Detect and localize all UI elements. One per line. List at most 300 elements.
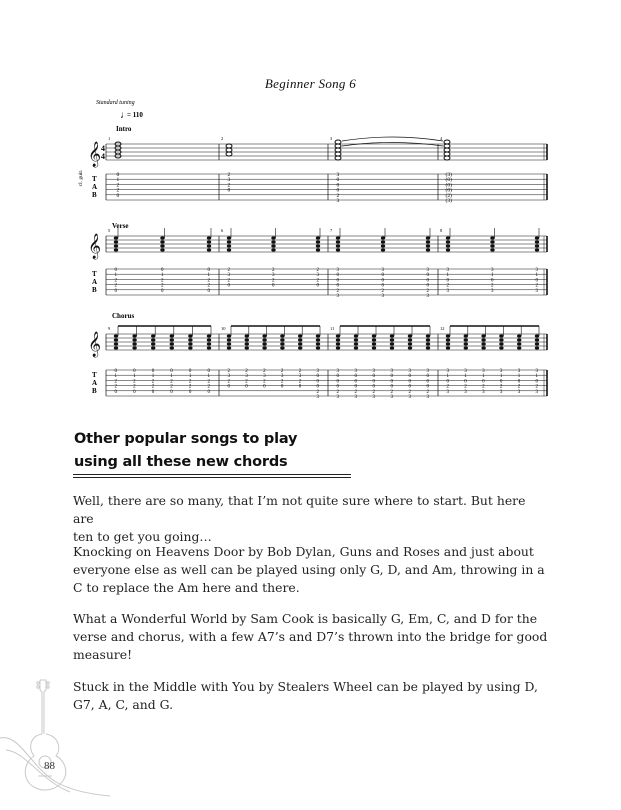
chord-note (372, 346, 376, 349)
chord-note (464, 338, 468, 341)
tab-fret-number: 1 (517, 374, 521, 380)
chord-note (280, 334, 284, 337)
tab-clef-letter: A (92, 183, 98, 191)
tab-fret-number: 1 (464, 374, 467, 380)
tab-fret-number: 3 (227, 177, 231, 184)
tab-fret-number: 0 (116, 172, 120, 178)
chord-note (245, 338, 249, 341)
tab-fret-number: 3 (426, 294, 429, 299)
chord-note (271, 236, 275, 239)
section-heading-line-1: Other popular songs to play (74, 431, 298, 447)
chord-note (444, 156, 450, 160)
tab-fret-number: 2 (316, 268, 319, 273)
tempo-note-icon: ♩ (120, 110, 130, 121)
tab-fret-number: 2 (336, 192, 340, 199)
chord-note (170, 346, 174, 349)
chord-note (207, 236, 211, 239)
chord-note (207, 240, 211, 243)
measure-number: 1 (108, 136, 111, 141)
tab-fret-number: 2 (227, 369, 230, 374)
tab-fret-number: 0 (354, 374, 357, 380)
tab-fret-number: 1 (133, 374, 136, 380)
tab-fret-number: 2 (446, 384, 449, 390)
measure-number: 3 (330, 136, 333, 141)
tab-fret-number: (3) (445, 198, 452, 204)
tab-fret-number: 2 (426, 389, 429, 395)
chord-note (535, 240, 539, 243)
tab-fret-number: 3 (316, 369, 319, 374)
tab-fret-number: 0 (207, 389, 210, 395)
tab-fret-number: 1 (151, 374, 155, 380)
tab-fret-number: 2 (381, 288, 384, 294)
tab-fret-number: 3 (381, 294, 384, 299)
tab-fret-number: 3 (336, 369, 339, 374)
tab-fret-number: 3 (482, 369, 485, 374)
tab-fret-number: 0 (336, 278, 339, 284)
heading-rule-bottom (73, 477, 351, 478)
chord-note (114, 346, 118, 349)
notation-system (106, 137, 547, 200)
tab-fret-number: 0 (446, 278, 449, 284)
tab-fret-number: 3 (390, 369, 393, 374)
chord-note (262, 334, 266, 337)
page-number: 88 (44, 760, 55, 772)
tab-fret-number: 1 (161, 273, 164, 279)
paragraph-line: Stuck in the Middle with You by Stealers Wheel can be played by using D, (73, 679, 538, 694)
tab-fret-number: 0 (372, 379, 375, 385)
tab-fret-number: 1 (114, 273, 117, 279)
tab-fret-number: 3 (491, 288, 494, 294)
time-signature: 4 (101, 144, 105, 153)
chord-note (160, 248, 164, 251)
tab-fret-number: 0 (151, 369, 155, 374)
tab-clef-letter: T (92, 175, 97, 183)
chord-note (426, 338, 430, 341)
tab-fret-number: 2 (272, 278, 275, 284)
chord-note (336, 346, 340, 349)
guitar-outline-icon (0, 676, 120, 810)
chord-note (481, 346, 485, 349)
paragraph-line: Knocking on Heavens Door by Bob Dylan, Guns and Roses and just about (73, 544, 534, 559)
chord-note (132, 338, 136, 341)
tab-fret-number: 2 (188, 379, 192, 385)
tab-fret-number: 1 (207, 273, 210, 279)
chord-note (298, 338, 302, 341)
tab-fret-number: 0 (114, 288, 117, 294)
tab-fret-number: 0 (336, 187, 340, 194)
chord-note (316, 236, 320, 239)
chord-note (227, 236, 231, 239)
chord-note (227, 338, 231, 341)
tab-fret-number: 0 (535, 278, 538, 284)
chord-note (262, 346, 266, 349)
chord-note (160, 244, 164, 247)
chord-note (390, 346, 394, 349)
tab-fret-number: 0 (354, 384, 357, 390)
tab-fret-number: 0 (381, 278, 384, 284)
tab-clef-letter: A (92, 379, 98, 387)
paragraph-line: G7, A, C, and G. (73, 697, 174, 713)
tab-fret-number: 0 (114, 268, 117, 273)
tab-fret-number: 3 (517, 389, 521, 395)
chord-note (316, 342, 320, 345)
tab-fret-number: 1 (446, 374, 449, 380)
chord-note (245, 346, 249, 349)
chord-note (151, 338, 155, 341)
tab-fret-number: 0 (272, 283, 275, 289)
tab-fret-number: 3 (482, 389, 485, 395)
tab-fret-number: 2 (161, 283, 164, 289)
tab-fret-number: 3 (272, 273, 275, 279)
chord-note (132, 342, 136, 345)
chord-note (481, 338, 485, 341)
chord-note (464, 346, 468, 349)
chord-note (426, 236, 430, 239)
tab-clef-letter: T (92, 270, 97, 278)
chord-note (188, 338, 192, 341)
chord-note (336, 334, 340, 337)
chord-note (335, 156, 341, 160)
chord-note (446, 240, 450, 243)
tab-fret-number: 0 (207, 369, 210, 374)
chord-note (408, 342, 412, 345)
chord-note (354, 346, 358, 349)
paragraph-line: measure! (73, 647, 133, 663)
chord-note (227, 342, 231, 345)
tab-fret-number: 0 (464, 379, 467, 385)
chord-note (426, 334, 430, 337)
tab-fret-number: 3 (336, 172, 340, 178)
tab-fret-number: 0 (381, 273, 384, 279)
chord-note (226, 148, 232, 152)
chord-note (335, 152, 341, 156)
notation-system (106, 228, 547, 295)
tab-fret-number: 2 (114, 283, 117, 289)
tab-fret-number: 0 (161, 268, 164, 273)
tab-fret-number: 2 (446, 283, 449, 289)
tab-fret-number: 0 (408, 374, 411, 380)
chord-note (517, 334, 521, 337)
tab-fret-number: 0 (227, 384, 230, 390)
paragraph-heavens-door (73, 543, 549, 598)
chord-note (499, 338, 503, 341)
chord-note (408, 346, 412, 349)
tab-fret-number: 3 (535, 389, 538, 395)
tab-fret-number: 1 (188, 374, 192, 380)
chord-note (372, 338, 376, 341)
chord-note (114, 342, 118, 345)
tab-fret-number: 2 (114, 384, 117, 390)
section-label: Verse (112, 222, 129, 230)
paragraph-line: everyone else as well can be played using only G, D, and Am, throwing in a (73, 562, 545, 578)
paragraph-stuck-in-middle (73, 678, 549, 714)
chord-note (207, 346, 211, 349)
tab-fret-number: 3 (446, 288, 449, 294)
treble-clef-icon: 𝄞 (88, 233, 102, 258)
tab-fret-number: 1 (116, 177, 120, 184)
chord-note (188, 342, 192, 345)
chord-note (354, 334, 358, 337)
measure-number: 9 (108, 326, 111, 331)
section-label: Intro (116, 125, 132, 133)
tab-fret-number: 3 (446, 389, 449, 395)
tab-fret-number: 0 (354, 379, 357, 385)
tab-fret-number: 1 (491, 273, 494, 279)
chord-note (446, 248, 450, 251)
tab-fret-number: 0 (336, 374, 339, 380)
chord-note (271, 240, 275, 243)
tab-fret-number: 0 (381, 283, 384, 289)
chord-note (481, 334, 485, 337)
tab-fret-number: 2 (263, 369, 266, 374)
tab-fret-number: 0 (188, 369, 192, 374)
chord-note (316, 240, 320, 243)
chord-note (262, 342, 266, 345)
tab-fret-number: 2 (336, 288, 339, 294)
chord-note (372, 334, 376, 337)
chord-note (335, 144, 341, 148)
chord-note (481, 342, 485, 345)
tab-fret-number: 0 (227, 187, 231, 194)
chord-note (517, 346, 521, 349)
tab-fret-number: 2 (114, 278, 117, 284)
chord-note (446, 244, 450, 247)
chord-note (280, 346, 284, 349)
chord-note (464, 334, 468, 337)
tab-fret-number: 2 (316, 278, 319, 284)
chord-note (207, 342, 211, 345)
chord-note (207, 338, 211, 341)
chord-note (535, 248, 539, 251)
tuning-label: Standard tuning (96, 100, 135, 106)
tab-fret-number: 1 (170, 374, 173, 380)
chord-note (298, 342, 302, 345)
chord-note (227, 334, 231, 337)
chord-note (316, 248, 320, 251)
tab-fret-number: 2 (372, 389, 375, 395)
tab-fret-number: 2 (207, 283, 210, 289)
chord-note (245, 342, 249, 345)
tab-fret-number: 1 (499, 374, 503, 380)
tab-fret-number: 2 (336, 389, 339, 395)
tab-fret-number: 2 (426, 288, 429, 294)
chord-note (188, 346, 192, 349)
tab-fret-number: 3 (336, 294, 339, 299)
chord-note (226, 144, 232, 148)
tab-fret-number: 2 (298, 379, 302, 385)
chord-note (535, 342, 539, 345)
chord-note (336, 240, 340, 243)
tab-fret-number: 0 (188, 389, 192, 395)
tab-fret-number: 2 (298, 369, 302, 374)
tab-clef-letter: B (92, 286, 97, 294)
chord-note (336, 248, 340, 251)
tab-fret-number: 3 (372, 395, 375, 400)
tab-fret-number: 0 (280, 384, 284, 390)
measure-number: 5 (108, 228, 111, 233)
tab-fret-number: 0 (336, 273, 339, 279)
tab-fret-number: 3 (499, 389, 503, 395)
tab-fret-number: 3 (464, 389, 467, 395)
tab-fret-number: 3 (263, 374, 266, 380)
instrument-label: cl. guit. (78, 169, 84, 187)
tab-fret-number: 3 (227, 374, 230, 380)
chord-note (132, 346, 136, 349)
tab-fret-number: 2 (280, 379, 284, 385)
tab-fret-number: 2 (245, 369, 248, 374)
tab-fret-number: 0 (114, 389, 117, 395)
tab-clef-letter: B (92, 387, 97, 395)
paragraph-line: Well, there are so many, that I’m not quite sure where to start. But here are (73, 493, 526, 527)
tab-fret-number: 3 (372, 369, 375, 374)
measure-number: 12 (440, 326, 445, 331)
chord-note (227, 244, 231, 247)
chord-note (426, 342, 430, 345)
chord-note (160, 240, 164, 243)
tab-fret-number: 0 (408, 379, 411, 385)
tab-fret-number: 3 (535, 369, 538, 374)
tab-fret-number: 0 (161, 288, 164, 294)
chord-note (298, 334, 302, 337)
chord-note (336, 338, 340, 341)
chord-note (535, 236, 539, 239)
tab-fret-number: 2 (491, 283, 494, 289)
chord-note (446, 346, 450, 349)
tab-fret-number: 2 (354, 389, 357, 395)
tab-fret-number: 0 (336, 384, 339, 390)
chord-note (170, 342, 174, 345)
chord-note (517, 338, 521, 341)
tab-fret-number: 2 (227, 182, 231, 189)
time-signature: 4 (101, 152, 105, 161)
chord-note (227, 248, 231, 251)
chord-note (426, 346, 430, 349)
chord-note (381, 248, 385, 251)
chord-note (335, 148, 341, 152)
tab-fret-number: (0) (445, 187, 452, 194)
paragraph-wonderful-world (73, 610, 549, 665)
tab-fret-number: 3 (535, 268, 538, 273)
tab-fret-number: 0 (298, 384, 302, 390)
tab-fret-number: 3 (517, 369, 521, 374)
chord-note (298, 346, 302, 349)
tab-fret-number: 2 (390, 389, 393, 395)
chord-note (390, 342, 394, 345)
measure-number: 6 (221, 228, 224, 233)
tab-fret-number: 0 (133, 369, 136, 374)
chord-note (170, 338, 174, 341)
tab-fret-number: 2 (151, 384, 155, 390)
notation-systems (88, 125, 547, 400)
tab-fret-number: 0 (372, 374, 375, 380)
tab-fret-number: 0 (390, 379, 393, 385)
tab-fret-number: 2 (116, 182, 120, 189)
tab-fret-number: 2 (207, 379, 210, 385)
tab-fret-number: 0 (336, 379, 339, 385)
chord-note (114, 338, 118, 341)
chord-note (490, 240, 494, 243)
tab-fret-number: 3 (280, 374, 284, 380)
tab-fret-number: 0 (207, 268, 210, 273)
tab-fret-number: 2 (188, 384, 192, 390)
chord-note (499, 346, 503, 349)
chord-note (444, 148, 450, 152)
tab-fret-number: 2 (316, 389, 319, 395)
tab-fret-number: 0 (426, 384, 429, 390)
chord-note (499, 334, 503, 337)
chord-note (381, 240, 385, 243)
tab-fret-number: 0 (426, 273, 429, 279)
tab-clef-letter: T (92, 371, 97, 379)
chord-note (316, 338, 320, 341)
tab-fret-number: 0 (426, 283, 429, 289)
chord-note (408, 338, 412, 341)
tab-fret-number: 3 (426, 395, 429, 400)
treble-clef-icon: 𝄞 (88, 331, 102, 356)
tab-fret-number: (3) (445, 172, 452, 178)
chord-note (114, 248, 118, 251)
chord-note (499, 342, 503, 345)
treble-clef-icon: 𝄞 (88, 141, 102, 166)
tab-fret-number: 2 (161, 278, 164, 284)
chord-note (381, 244, 385, 247)
chord-note (316, 346, 320, 349)
tab-fret-number: 2 (408, 389, 411, 395)
tab-fret-number: 2 (170, 379, 173, 385)
chord-note (151, 342, 155, 345)
measure-number: 8 (440, 228, 443, 233)
tab-fret-number: 2 (133, 379, 136, 385)
chord-note (372, 342, 376, 345)
chord-note (316, 334, 320, 337)
chord-note (444, 144, 450, 148)
chord-note (446, 338, 450, 341)
tab-fret-number: 2 (482, 384, 485, 390)
tab-fret-number: 3 (316, 395, 319, 400)
paragraph-line: verse and chorus, with a few A7’s and D7’s thrown into the bridge for good (73, 629, 548, 645)
tab-fret-number: 2 (517, 384, 521, 390)
tab-fret-number: 2 (133, 384, 136, 390)
tab-fret-number: 3 (499, 369, 503, 374)
chord-note (446, 334, 450, 337)
chord-note (151, 334, 155, 337)
tab-clef-letter: A (92, 278, 98, 286)
tab-fret-number: 0 (336, 283, 339, 289)
tab-fret-number: 0 (390, 384, 393, 390)
song-title: Beginner Song 6 (264, 76, 357, 91)
tab-fret-number: 2 (151, 379, 155, 385)
chord-note (132, 334, 136, 337)
tempo-marking: = 110 (127, 111, 143, 119)
chord-note (444, 152, 450, 156)
tab-fret-number: 2 (227, 172, 231, 178)
tab-fret-number: 2 (207, 384, 210, 390)
tab-fret-number: 3 (535, 288, 538, 294)
tab-fret-number: 0 (535, 379, 538, 385)
chord-note (426, 240, 430, 243)
tab-fret-number: 3 (426, 369, 429, 374)
tab-fret-number: 3 (408, 369, 411, 374)
chord-note (151, 346, 155, 349)
tab-fret-number: 2 (227, 278, 230, 284)
chord-note (271, 244, 275, 247)
measure-number: 2 (221, 136, 224, 141)
chord-note (280, 338, 284, 341)
chord-note (490, 244, 494, 247)
chord-note (188, 334, 192, 337)
tab-fret-number: 3 (316, 273, 319, 279)
chord-note (444, 140, 450, 144)
